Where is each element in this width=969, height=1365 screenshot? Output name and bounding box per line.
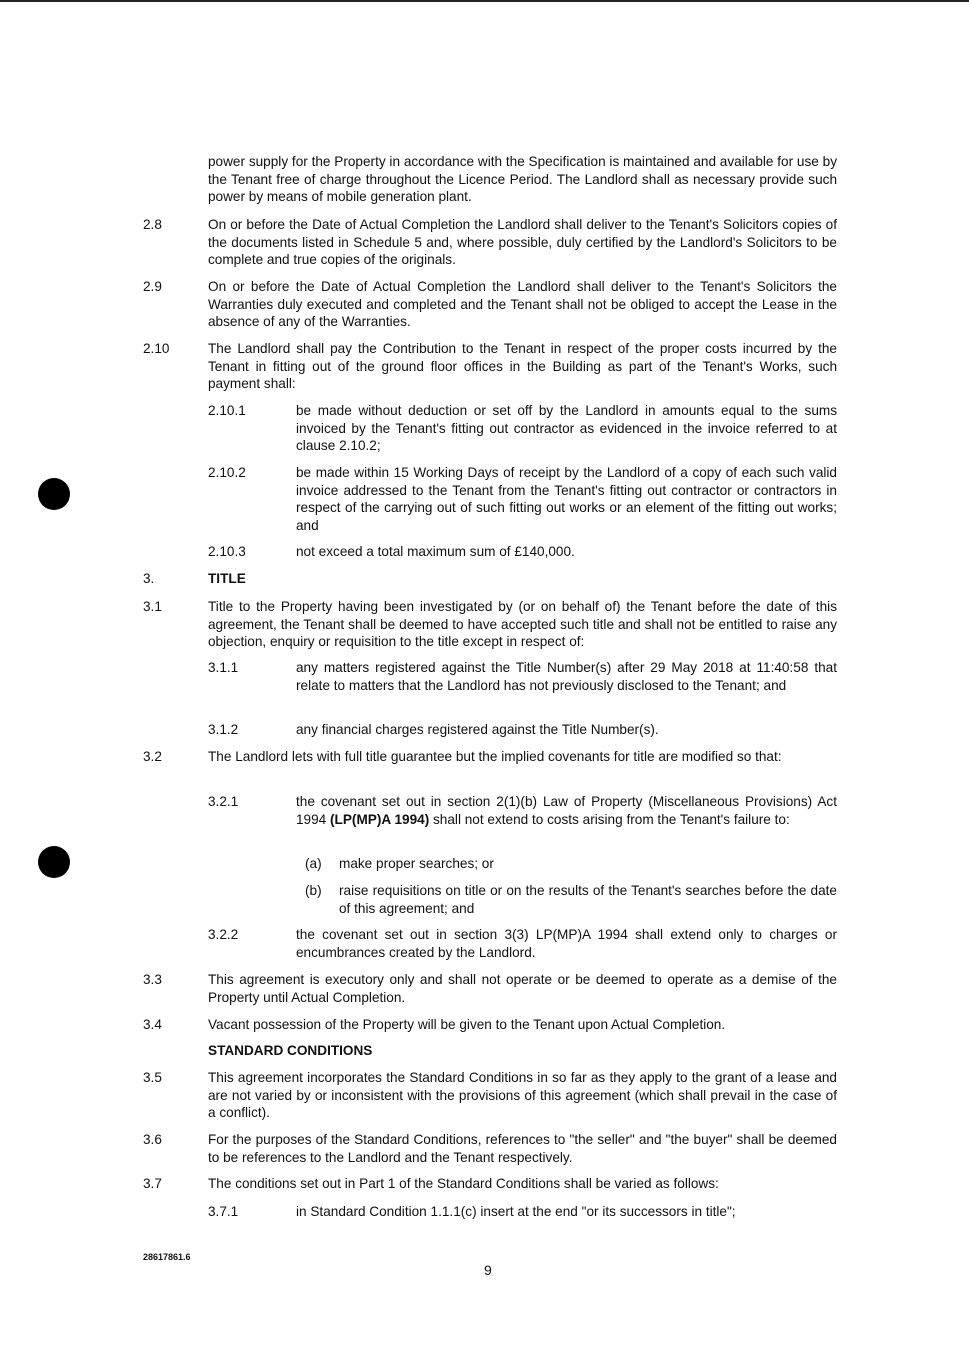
defined-term: (LP(MP)A 1994): [330, 811, 430, 827]
clause-number: 3.6: [143, 1132, 162, 1147]
clause-number: 3.1.1: [208, 660, 239, 675]
clause-number: 3.1.2: [208, 722, 239, 737]
clause-3-2-1-text-a: the covenant set out in section 2(1)(b) Law of Property (Miscellaneous Provisions) Act 1994: [296, 794, 837, 827]
clause-3-7-1-text: in Standard Condition 1.1.1(c) insert at the end "or its successors in title";: [296, 1204, 736, 1219]
clause-3-2-1-text: [296, 793, 837, 828]
section-number: 3.: [143, 571, 155, 586]
clause-3-1-2-text: any financial charges registered against the Title Number(s).: [296, 722, 659, 737]
clause-3-6-text: For the purposes of the Standard Conditions, references to "the seller" and "the buyer" shall be deemed to be references to the Landlord and the Tenant respectively.: [208, 1132, 837, 1165]
sub-item-a-text: make proper searches; or: [339, 856, 494, 871]
clause-3-7-text: The conditions set out in Part 1 of the Standard Conditions shall be varied as follows:: [208, 1176, 719, 1191]
subsection-heading: STANDARD CONDITIONS: [208, 1043, 373, 1058]
intro-paragraph: power supply for the Property in accordance with the Specification is maintained and available for use by the Tenant free of charge throughout the Licence Period. The Landlord shall as necessary provide such power by means of mobile generation plant.: [208, 154, 837, 204]
clause-number: 3.7.1: [208, 1204, 239, 1219]
sub-item-letter: (b): [305, 883, 322, 898]
sub-item-letter: (a): [305, 856, 322, 871]
clause-2-9-text: On or before the Date of Actual Completion the Landlord shall deliver to the Tenant's Solicitors the Warranties duly executed and completed and the Tenant shall not be obliged to accept the Lease in the absence of any of the Warranties.: [208, 279, 837, 329]
clause-2-10-2-text: be made within 15 Working Days of receipt by the Landlord of a copy of each such valid invoice addressed to the Tenant from the Tenant's fitting out contractor or contractors in respect of the carrying out of such fitting out works or an element of the fitting out works; and: [296, 465, 837, 533]
clause-2-10-text: The Landlord shall pay the Contribution to the Tenant in respect of the proper costs incurred by the Tenant in fitting out of the ground floor offices in the Building as part of the Tenant's Works, such payment shall:: [208, 341, 837, 391]
clause-3-1-text: Title to the Property having been investigated by (or on behalf of) the Tenant before the date of this agreement, the Tenant shall be deemed to have accepted such title and shall not be entitled to raise any objection, enquiry or requisition to the title except in respect of:: [208, 599, 837, 649]
clause-number: 3.7: [143, 1176, 162, 1191]
section-heading: TITLE: [208, 571, 246, 586]
clause-number: 3.5: [143, 1070, 162, 1085]
document-reference: 28617861.6: [143, 1252, 191, 1262]
clause-3-3-text: This agreement is executory only and shall not operate or be deemed to operate as a demise of the Property until Actual Completion.: [208, 972, 837, 1005]
punch-hole: [38, 478, 70, 510]
clause-2-8-text: On or before the Date of Actual Completion the Landlord shall deliver to the Tenant's Solicitors copies of the documents listed in Schedule 5 and, where possible, duly certified by the Landlord's Solicitors to be complete and true copies of the originals.: [208, 217, 837, 267]
clause-2-10-3-text: not exceed a total maximum sum of £140,000.: [296, 544, 575, 559]
sub-item-b-text: raise requisitions on title or on the results of the Tenant's searches before the date of this agreement; and: [339, 883, 837, 916]
clause-number: 2.10.1: [208, 403, 246, 418]
clause-number: 3.2.2: [208, 927, 239, 942]
clause-number: 3.3: [143, 972, 162, 987]
clause-3-2-2-text: the covenant set out in section 3(3) LP(MP)A 1994 shall extend only to charges or encumbrances created by the Landlord.: [296, 927, 837, 960]
clause-number: 3.4: [143, 1017, 162, 1032]
clause-number: 2.9: [143, 279, 162, 294]
clause-number: 2.10.3: [208, 544, 246, 559]
clause-number: 2.8: [143, 217, 162, 232]
clause-3-2-text: The Landlord lets with full title guarantee but the implied covenants for title are modified so that:: [208, 749, 782, 764]
clause-3-4-text: Vacant possession of the Property will be given to the Tenant upon Actual Completion.: [208, 1017, 726, 1032]
clause-2-10-1-text: be made without deduction or set off by the Landlord in amounts equal to the sums invoiced by the Tenant's fitting out contractor as evidenced in the invoice referred to at clause 2.10.2;: [296, 403, 837, 453]
clause-number: 3.2: [143, 749, 162, 764]
clause-number: 2.10: [143, 341, 170, 356]
clause-number: 3.2.1: [208, 794, 239, 809]
clause-3-5-text: This agreement incorporates the Standard Conditions in so far as they apply to the grant of a lease and are not varied by or inconsistent with the provisions of this agreement (which shall prevail in the case of a conflict).: [208, 1070, 837, 1120]
clause-3-2-1-text-b: shall not extend to costs arising from the Tenant's failure to:: [429, 811, 790, 827]
clause-number: 2.10.2: [208, 465, 246, 480]
clause-number: 3.1: [143, 599, 162, 614]
top-edge-line: [0, 0, 969, 2]
page-number: 9: [484, 1262, 492, 1278]
clause-3-1-1-text: any matters registered against the Title Number(s) after 29 May 2018 at 11:40:58 that relate to matters that the Landlord has not previously disclosed to the Tenant; and: [296, 660, 837, 693]
punch-hole: [38, 846, 70, 878]
